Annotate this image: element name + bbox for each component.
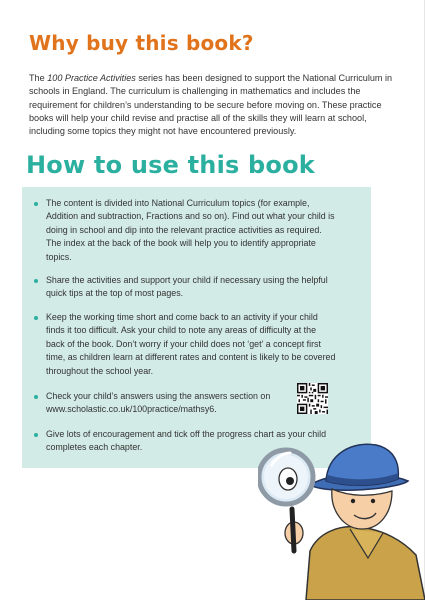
- eye: [371, 499, 375, 503]
- tips-panel: [22, 187, 371, 468]
- tip-item-topics: [46, 197, 336, 264]
- tip-item-share: [46, 274, 336, 301]
- tip-text: Check your child’s answers using the answers section on www.scholastic.co.uk/100practice/mathsy6.: [46, 391, 271, 415]
- tip-item-working-time: [46, 311, 336, 378]
- series-name: 100 Practice Activities: [47, 73, 136, 83]
- face: [332, 489, 392, 529]
- magnifier-handle: [292, 509, 294, 551]
- tip-text: Share the activities and support your child if necessary using the helpful quick tips at the top of most pages.: [46, 275, 328, 299]
- intro-paragraph: [29, 72, 405, 138]
- qr-code-icon[interactable]: [297, 383, 328, 414]
- tip-text: Keep the working time short and come back to an activity if your child finds it too difficult. Ask your child to note any areas of difficulty at the back of the book. Don’t worry if your child does not ‘get’ a concept first time, as children learn at different rates and content is likely to be covered throughout the school year.: [46, 312, 336, 376]
- why-buy-heading: Why buy this book?: [29, 31, 254, 55]
- bullet-dot: [34, 202, 38, 206]
- intro-post: series has been designed to support the National Curriculum in schools in England. The curriculum is challenging in mathematics and includes the requirement for children’s understanding to be secure before moving on. These practice books will help your child revise and practise all of the skills they will learn at school, including some topics they might not have encountered previously.: [29, 73, 393, 137]
- bullet-dot: [34, 395, 38, 399]
- magnified-pupil: [286, 477, 294, 485]
- how-to-use-heading: How to use this book: [26, 151, 315, 179]
- detective-illustration: [258, 433, 425, 600]
- bullet-dot: [34, 433, 38, 437]
- eye: [351, 499, 355, 503]
- tip-item-answers: [46, 390, 296, 417]
- bullet-dot: [34, 316, 38, 320]
- bullet-dot: [34, 279, 38, 283]
- tip-text: Give lots of encouragement and tick off the progress chart as your child completes each chapter.: [46, 429, 327, 453]
- intro-pre: The: [29, 73, 48, 83]
- tip-text: The content is divided into National Curriculum topics (for example, Addition and subtraction, Fractions and so on). Find out what your child is doing in school and dip into the relevant practice activities as required. The index at the back of the book will help you to identify appropriate topics.: [46, 198, 335, 262]
